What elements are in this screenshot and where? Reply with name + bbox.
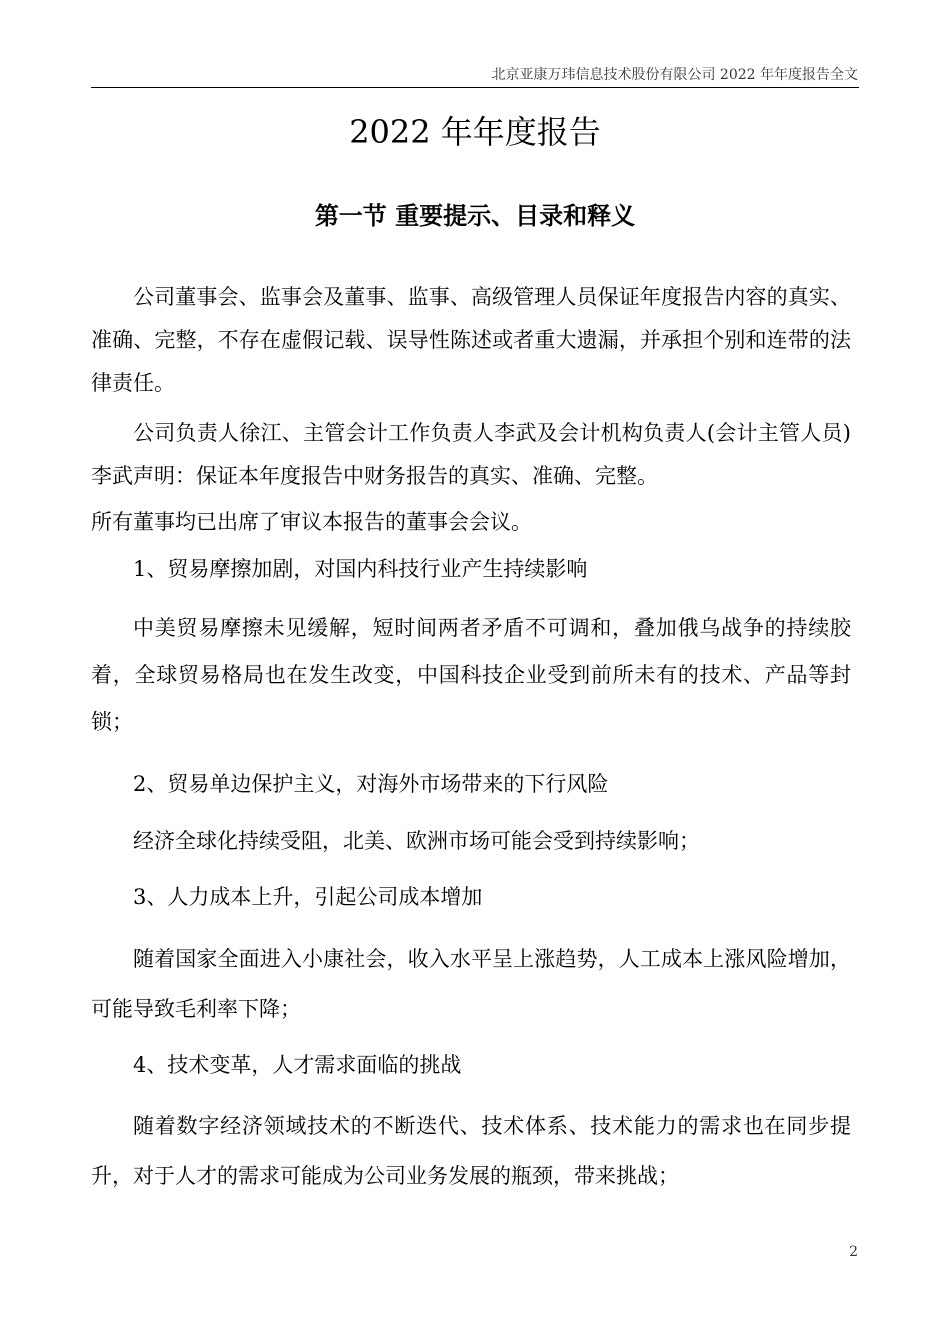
page-number: 2	[849, 1244, 858, 1260]
paragraph-responsible-persons: 公司负责人徐江、主管会计工作负责人李武及会计机构负责人(会计主管人员)李武声明：保证本年度报告中财务报告的真实、准确、完整。	[91, 421, 851, 488]
section-title: 第一节 重要提示、目录和释义	[314, 201, 636, 230]
paragraph-directors-attendance: 所有董事均已出席了审议本报告的董事会会议。	[91, 510, 532, 534]
risk-text-2: 经济全球化持续受阻，北美、欧洲市场可能会受到持续影响；	[133, 829, 700, 853]
header-rule	[91, 87, 859, 88]
document-title: 2022 年年度报告	[349, 113, 601, 151]
risk-heading-1: 1、贸易摩擦加剧，对国内科技行业产生持续影响	[133, 557, 588, 581]
risk-text-4: 随着数字经济领域技术的不断迭代、技术体系、技术能力的需求也在同步提升，对于人才的需求可能成为公司业务发展的瓶颈，带来挑战；	[91, 1114, 851, 1188]
risk-heading-2: 2、贸易单边保护主义，对海外市场带来的下行风险	[133, 772, 609, 796]
risk-text-3: 随着国家全面进入小康社会，收入水平呈上涨趋势，人工成本上涨风险增加，可能导致毛利率下降；	[91, 947, 851, 1021]
risk-heading-3: 3、人力成本上升，引起公司成本增加	[133, 885, 483, 909]
risk-text-1: 中美贸易摩擦未见缓解，短时间两者矛盾不可调和，叠加俄乌战争的持续胶着，全球贸易格局也在发生改变，中国科技企业受到前所未有的技术、产品等封锁；	[91, 616, 851, 734]
running-header: 北京亚康万玮信息技术股份有限公司 2022 年年度报告全文	[491, 67, 858, 83]
risk-heading-4: 4、技术变革，人才需求面临的挑战	[133, 1053, 462, 1077]
paragraph-board-guarantee: 公司董事会、监事会及董事、监事、高级管理人员保证年度报告内容的真实、准确、完整，不存在虚假记载、误导性陈述或者重大遗漏，并承担个别和连带的法律责任。	[91, 285, 851, 395]
